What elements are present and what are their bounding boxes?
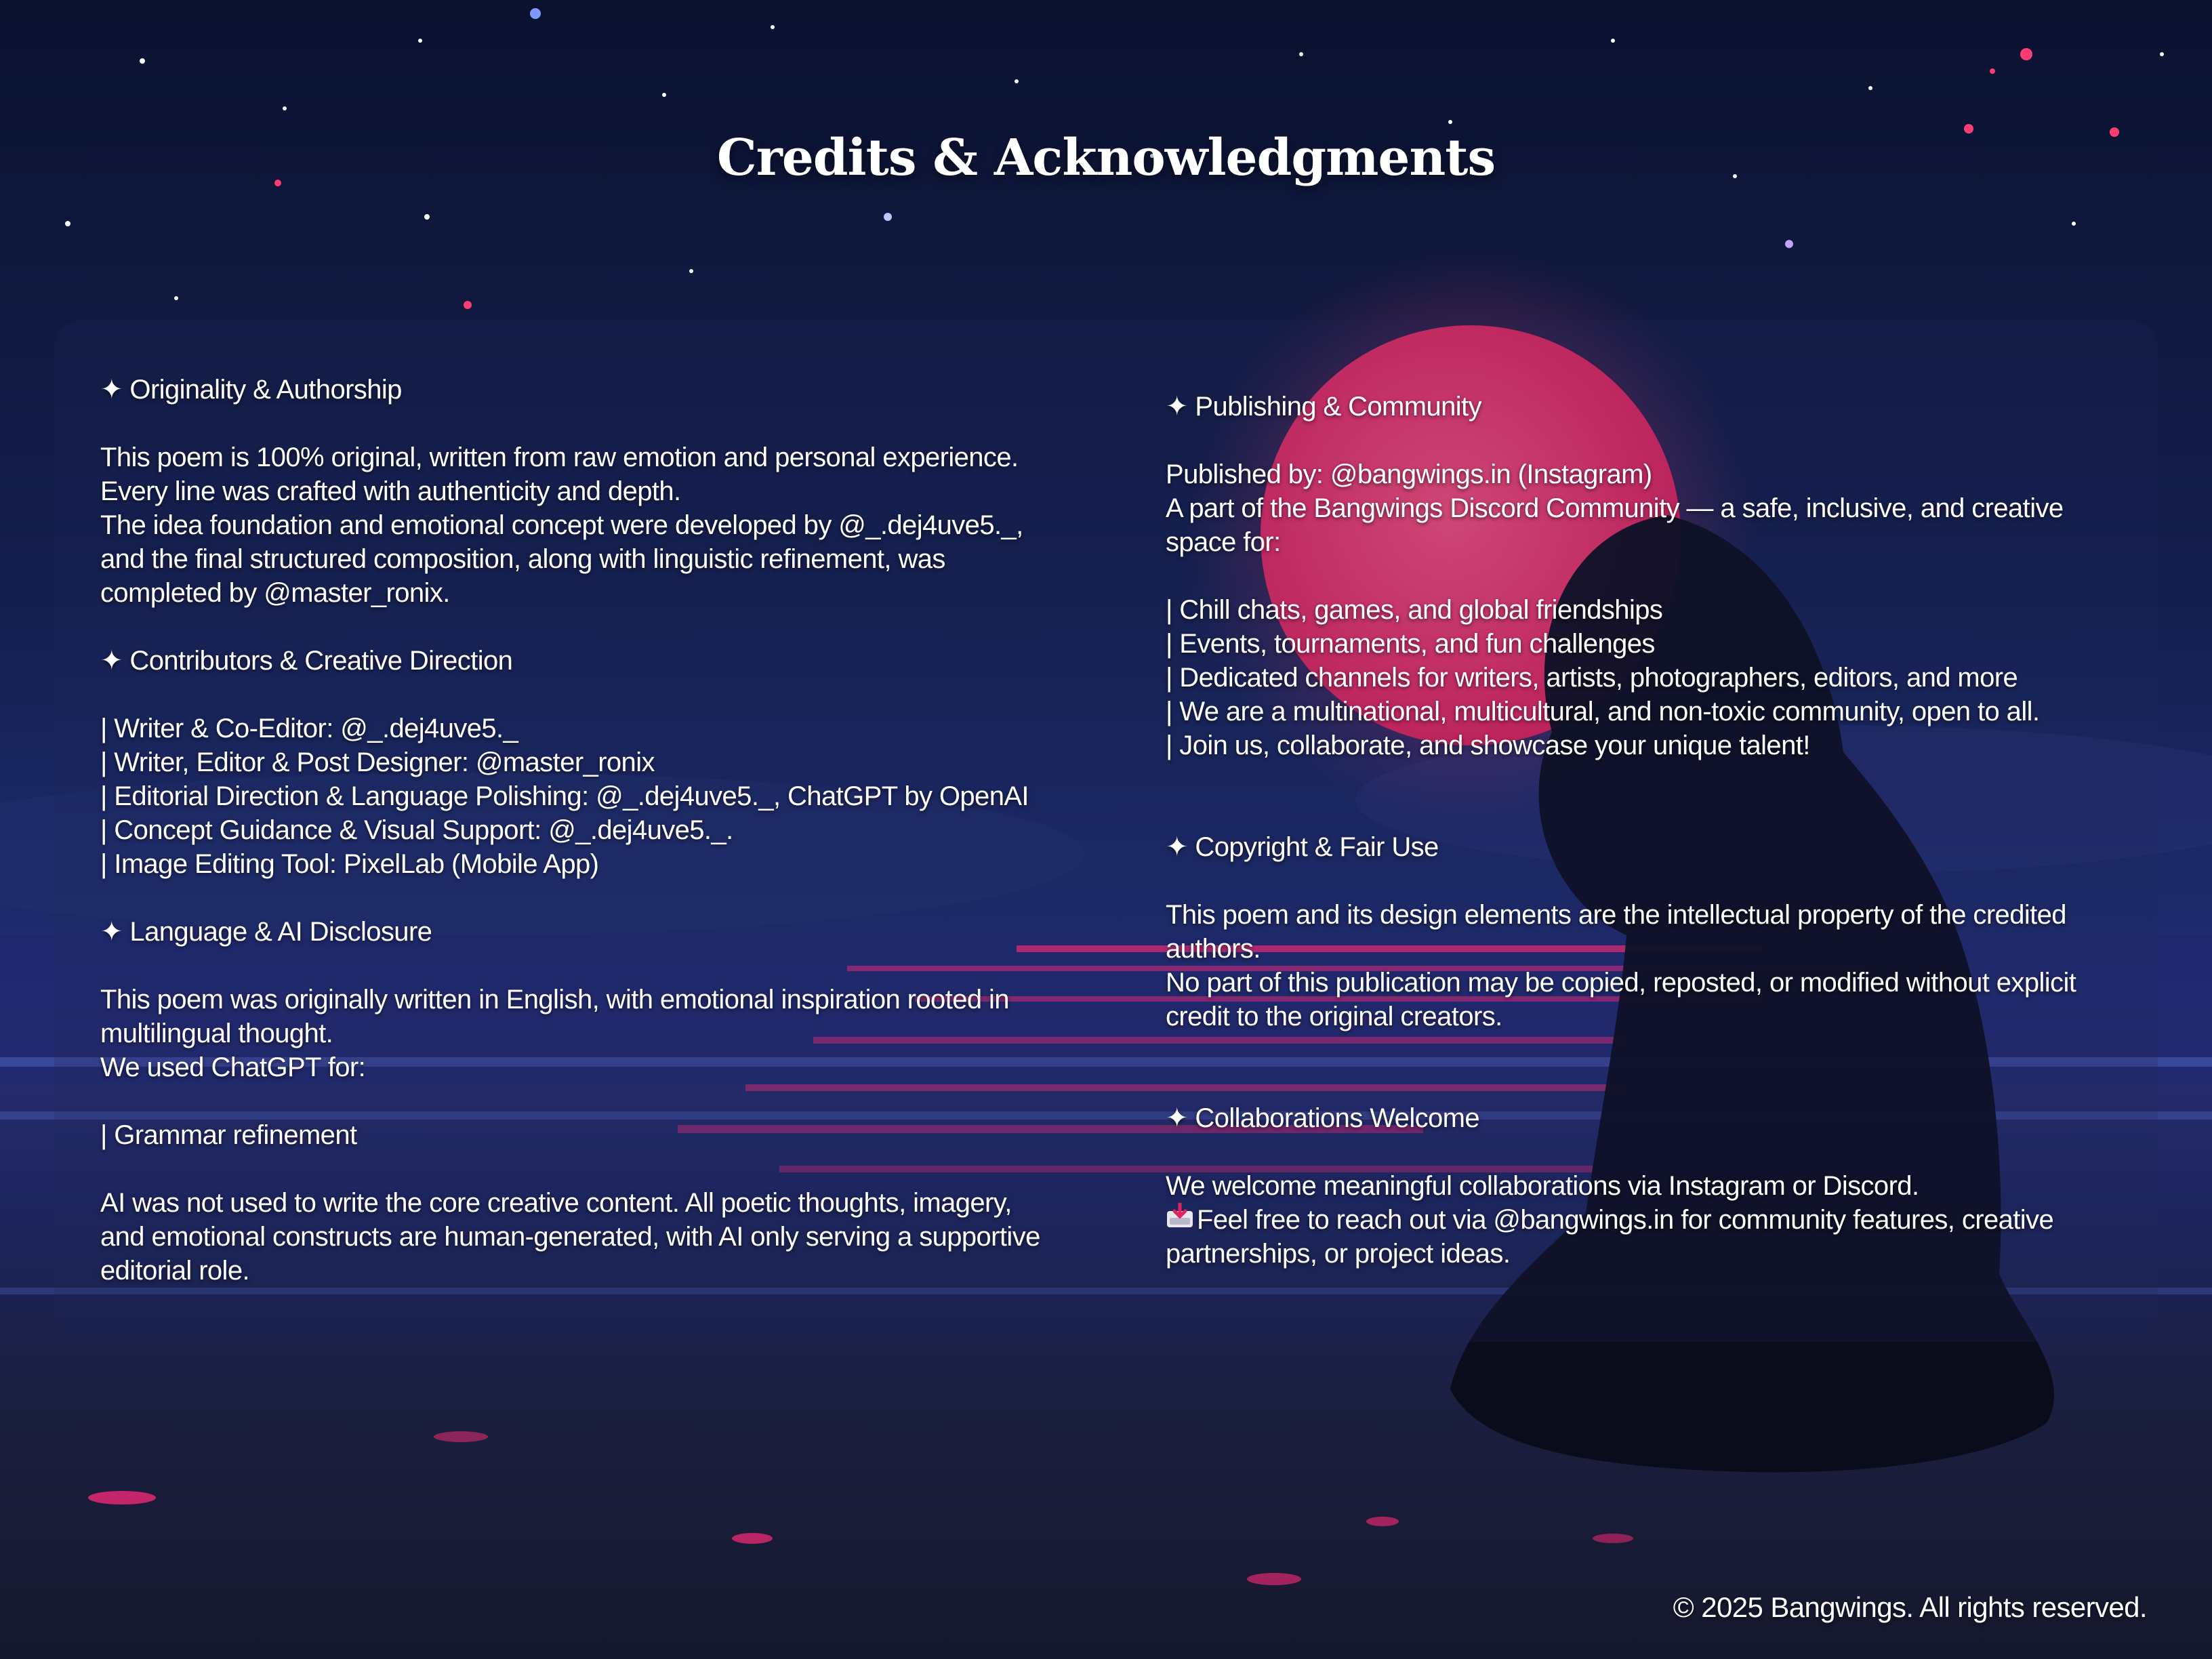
section-originality [100,373,1049,610]
paragraph: This poem is 100% original, written from raw emotion and personal experience. [100,443,1019,472]
paragraph: The idea foundation and emotional concept were developed by @_.dej4uve5._, and the final structured composition, along with linguistic refinement, was completed by @master_ronix. [100,510,1023,608]
section-collaborations [1166,1101,2128,1271]
list-item: | Dedicated channels for writers, artists, photographers, editors, and more [1166,663,2018,693]
paragraph: This poem and its design elements are the intellectual property of the credited authors. [1166,900,2066,964]
section-ai-disclosure [100,915,1049,1288]
section-heading: ✦ Publishing & Community [1166,392,1481,422]
right-column [1166,390,2128,1271]
list-item: | Chill chats, games, and global friendships [1166,595,1663,625]
list-item: | Image Editing Tool: PixelLab (Mobile App) [100,849,599,879]
paragraph: We welcome meaningful collaborations via Instagram or Discord. [1166,1171,1919,1201]
paragraph: Every line was crafted with authenticity and depth. [100,476,681,506]
list-item: | Editorial Direction & Language Polishing: @_.dej4uve5._, ChatGPT by OpenAI [100,781,1029,811]
paragraph: This poem was originally written in English, with emotional inspiration rooted in multilingual thought. [100,985,1009,1048]
contact-line [1166,1203,2128,1271]
list-item: | Writer, Editor & Post Designer: @master_ronix [100,747,655,777]
section-contributors [100,644,1049,881]
list-item: | Join us, collaborate, and showcase your unique talent! [1166,731,1810,760]
contact-text: Feel free to reach out via @bangwings.in for community features, creative partnerships, or project ideas. [1166,1205,2054,1269]
paragraph: No part of this publication may be copied, reposted, or modified without explicit credit to the original creators. [1166,968,2076,1031]
section-heading: ✦ Language & AI Disclosure [100,917,432,947]
section-publishing [1166,390,2128,762]
list-item: | Writer & Co-Editor: @_.dej4uve5._ [100,714,518,743]
section-heading: ✦ Collaborations Welcome [1166,1103,1480,1133]
paragraph: A part of the Bangwings Discord Community — a safe, inclusive, and creative space for: [1166,493,2064,557]
copyright-footer: © 2025 Bangwings. All rights reserved. [1673,1591,2147,1623]
list-item: | Events, tournaments, and fun challenges [1166,629,1655,659]
paragraph: AI was not used to write the core creative content. All poetic thoughts, imagery, and emotional constructs are human-generated, with AI only serving a supportive editorial role. [100,1188,1040,1286]
inbox-tray-icon [1166,1203,1197,1237]
paragraph: We used ChatGPT for: [100,1052,366,1082]
paragraph: Published by: @bangwings.in (Instagram) [1166,459,1652,489]
left-column [100,373,1049,1288]
list-item: | Concept Guidance & Visual Support: @_.dej4uve5._. [100,815,733,845]
section-heading: ✦ Originality & Authorship [100,375,402,405]
section-heading: ✦ Copyright & Fair Use [1166,832,1439,862]
section-copyright [1166,830,2128,1033]
page-title: Credits & Acknowledgments [716,129,1496,187]
section-heading: ✦ Contributors & Creative Direction [100,646,513,676]
list-item: | Grammar refinement [100,1120,357,1150]
list-item: | We are a multinational, multicultural, and non-toxic community, open to all. [1166,697,2040,726]
